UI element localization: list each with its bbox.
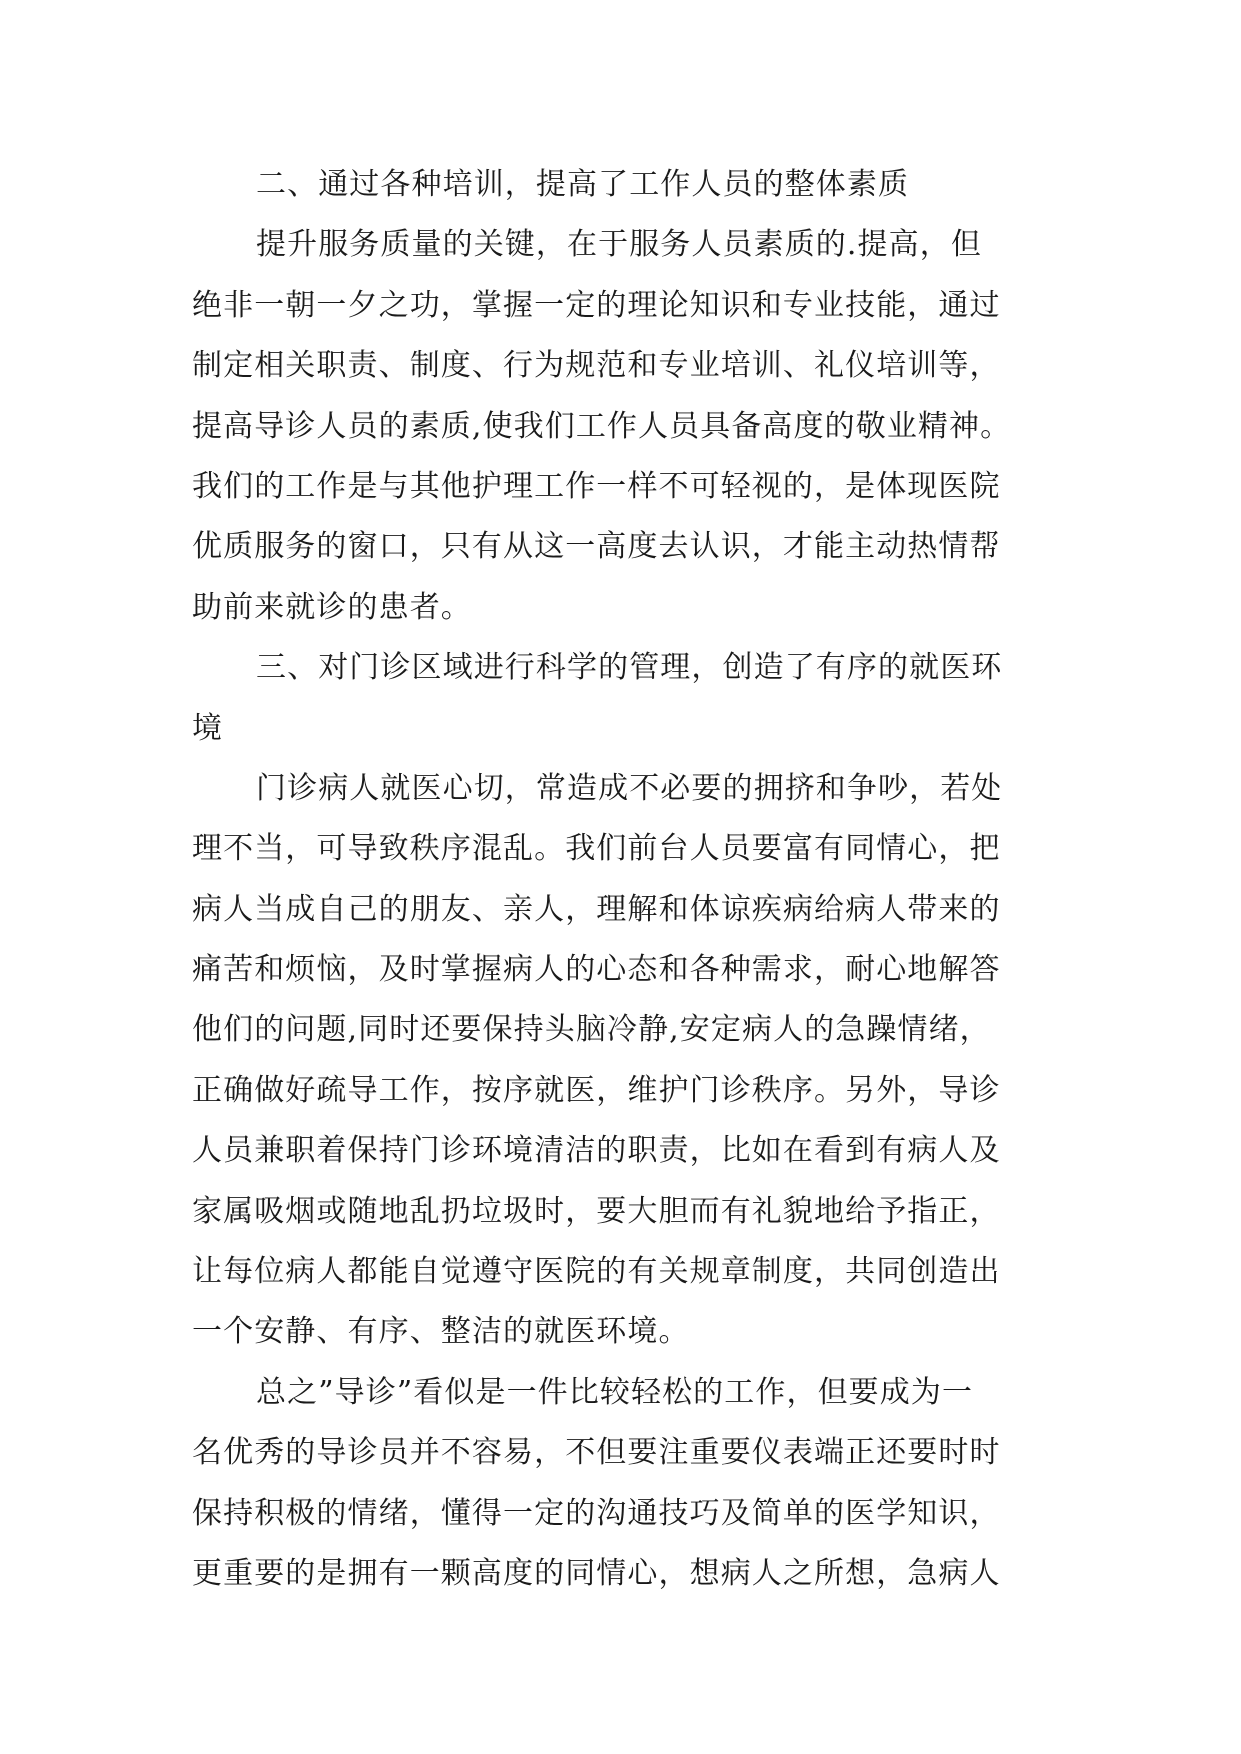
paragraph-line: 痛苦和烦恼，及时掌握病人的心态和各种需求，耐心地解答 xyxy=(192,952,1001,988)
paragraph-line: 绝非一朝一夕之功，掌握一定的理论知识和专业技能，通过 xyxy=(192,287,1001,323)
paragraph-line: 名优秀的导诊员并不容易，不但要注重要仪表端正还要时时 xyxy=(192,1435,1001,1471)
paragraph-line: 门诊病人就医心切，常造成不必要的拥挤和争吵，若处 xyxy=(256,770,1003,806)
paragraph-line: 病人当成自己的朋友、亲人，理解和体谅疾病给病人带来的 xyxy=(192,891,1001,927)
section-heading-3: 三、对门诊区域进行科学的管理，创造了有序的就医环 xyxy=(256,650,1003,686)
paragraph-line: 更重要的是拥有一颗高度的同情心，想病人之所想，急病人 xyxy=(192,1555,1001,1591)
paragraph-line: 制定相关职责、制度、行为规范和专业培训、礼仪培训等， xyxy=(192,348,1001,384)
section-heading-3-cont: 境 xyxy=(192,710,224,746)
paragraph-line: 让每位病人都能自觉遵守医院的有关规章制度，共同创造出 xyxy=(192,1254,1001,1290)
paragraph-line: 总之”导诊”看似是一件比较轻松的工作，但要成为一 xyxy=(256,1374,974,1410)
section-heading-2: 二、通过各种培训，提高了工作人员的整体素质 xyxy=(256,167,910,202)
paragraph-line: 他们的问题,同时还要保持头脑冷静,安定病人的急躁情绪， xyxy=(192,1012,991,1048)
document-page xyxy=(192,155,1052,1604)
paragraph-line: 理不当，可导致秩序混乱。我们前台人员要富有同情心，把 xyxy=(192,831,1001,867)
paragraph-line: 提升服务质量的关键，在于服务人员素质的.提高，但 xyxy=(256,227,982,263)
paragraph-line: 优质服务的窗口，只有从这一高度去认识，才能主动热情帮 xyxy=(192,529,1001,565)
paragraph-line: 人员兼职着保持门诊环境清洁的职责，比如在看到有病人及 xyxy=(192,1133,1001,1169)
paragraph-line: 家属吸烟或随地乱扔垃圾时，要大胆而有礼貌地给予指正， xyxy=(192,1193,1001,1229)
paragraph-line: 助前来就诊的患者。 xyxy=(192,589,472,625)
paragraph-line: 提高导诊人员的素质,使我们工作人员具备高度的敬业精神。 xyxy=(192,408,1012,444)
paragraph-line: 保持积极的情绪，懂得一定的沟通技巧及简单的医学知识， xyxy=(192,1495,1001,1531)
paragraph-line: 一个安静、有序、整洁的就医环境。 xyxy=(192,1314,690,1350)
paragraph-line: 正确做好疏导工作，按序就医，维护门诊秩序。另外，导诊 xyxy=(192,1072,1001,1108)
paragraph-line: 我们的工作是与其他护理工作一样不可轻视的，是体现医院 xyxy=(192,468,1001,504)
